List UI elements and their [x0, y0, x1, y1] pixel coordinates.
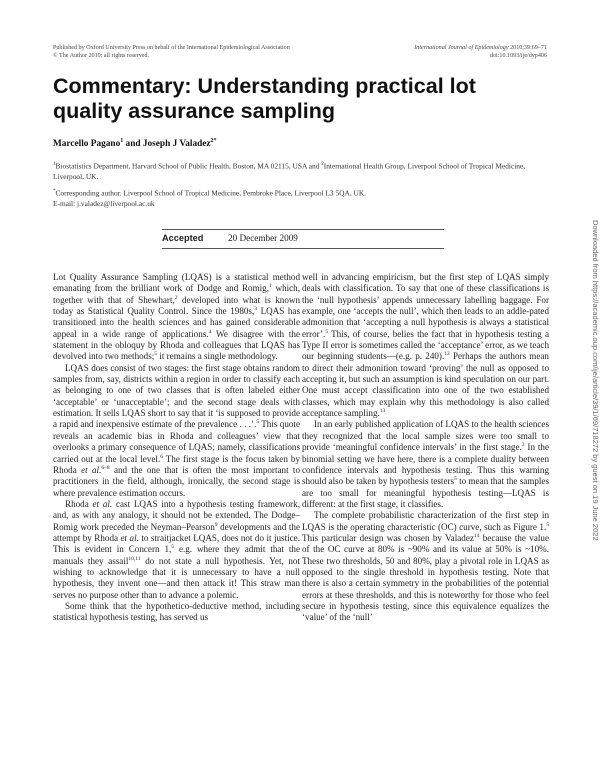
citation-ref[interactable]: 5	[325, 328, 329, 335]
article-title: Commentary: Understanding practical lot quality assurance sampling	[53, 74, 476, 123]
paragraph: Some think that the hypothetico-deductive method, including statistical hypothesis testing, has served us	[53, 600, 300, 623]
citation-ref[interactable]: 5	[454, 476, 457, 483]
paragraph: LQAS does consist of two stages: the first stage obtains random samples from, say, districts within a region in order to classify each as belonging to one of two classes that is often labeled either ‘acceptable’ or ‘unacceptable’; and the second stage deals with estimation. It sells LQAS short to say that it ‘is supposed to provide a rapid and inexpensive estimate of the prevalence . . .’.$^5$ This quote reveals an academic bias in Rhoda and colleagues’ view that overlooks a primary consequence of LQAS; namely, classifications carried out at the local level.$^6$ The first stage is the focus taken by Rhoda et al.$^{6-8}$ and the one that is often the most important to practitioners in the field, although, ironically, the second stage is where prevalence estimation occurs.	[53, 362, 301, 498]
citation-ref[interactable]: 1	[269, 283, 272, 290]
affiliation-text: International Health Group, Liverpool School of Tropical Medicine, Liverpool, UK.	[53, 161, 526, 181]
citation-ref[interactable]: 5	[171, 544, 175, 551]
corresponding-address: Corresponding author. Liverpool School of Tropical Medicine, Pembroke Place, Liverpool L3 5QA, UK.	[55, 188, 367, 198]
download-watermark: Downloaded from https://academic.oup.com/ije/article/39/1/69/718272 by guest on 19 June 2022	[591, 220, 600, 541]
citation-ref[interactable]: 2	[174, 294, 178, 301]
author-affiliation-mark: 2*	[210, 138, 217, 144]
accepted-label: Accepted	[162, 233, 204, 243]
citation-ref[interactable]: 5	[546, 521, 549, 528]
citation-ref[interactable]: 9	[214, 521, 218, 528]
citation-ref[interactable]: 6–8	[101, 464, 110, 471]
citation: 2010;39:69–71	[510, 45, 547, 51]
body-column-left	[53, 272, 300, 624]
body-column-right	[302, 272, 549, 624]
affiliations	[53, 160, 550, 182]
paragraph: Rhoda et al. cast LQAS into a hypothesis testing framework, and, as with any analogy, it should not be extended. The Dodge–Romig work preceded the Neyman–Pearson$^9$ developments and the attempt by Rhoda et al. to straitjacket LQAS, does not do it justice. This is evident in Concern 1,$^5$ e.g. where they admit that the manuals they assail$^{10,11}$ do not state a null hypothesis. Yet, not wishing to acknowledge that it is unnecessary to have a null hypothesis, they invent one—and then attack it! This straw man serves no purpose other than to advance a polemic.	[53, 498, 301, 600]
paragraph: The complete probabilistic characterization of the first step in LQAS is the operating characteristic (OC) curve, such as Figure 1.$^5$ This particular design was chosen by Valadez$^{14}$ because the value of the OC curve at 80% is ~90% and its value at 50% is ~10%. These two thresholds, 50 and 80%, play a pivotal role in LQAS as opposed to the single threshold in hypothesis testing. Note that there is also a certain symmetry in the probabilities of the potential errors at these thresholds, and this is noteworthy for those who feel secure in hypothesis testing, since this equivalence equalizes the ‘value’ of the ‘null’	[302, 510, 549, 623]
corresponding-mark: *	[53, 189, 56, 194]
journal-name[interactable]: International Journal of Epidemiology	[414, 45, 509, 51]
citation-ref[interactable]: 14	[473, 532, 480, 539]
paragraph: In an early published application of LQAS to the health sciences they recognized that the local sample sizes were too small to provide ‘meaningful confidence intervals’ in the first stage.$^3$ In the binomial setting we have here, there is a complete duality between confidence intervals and hypothesis testing. Thus this warning should also be taken by hypothesis testers$^5$ to mean that the samples are too small for meaningful hypothesis testing—LQAS is different: at the first stage, it classifies.	[302, 419, 549, 509]
accepted-date: 20 December 2009	[228, 233, 298, 243]
affiliation-text: Biostatistics Department, Harvard School of Public Health, Boston, MA 02115, USA and	[55, 161, 322, 171]
paragraph: well in advancing empiricism, but the first step of LQAS simply deals with classification. To say that one of these classifications is the ‘null hypothesis’ appends unnecessary labelling baggage. For example, one ‘accepts the null’, which then leads to an addle-pated admonition that ‘accepting a null hypothesis is always a statistical error’.$^5$ This, of course, belies the fact that in hypothesis testing a Type II error is sometimes called the ‘acceptance’ error, as we teach our beginning students—(e.g. p. 240).$^{12}$ Perhaps the authors mean to direct their admonition toward ‘proving’ the null as opposed to accepting it, but such an assumption is kind speculation on our part. One must accept classification into one of the two established classes, which may explain why this methodology is also called acceptance sampling.$^{13}$	[302, 272, 549, 419]
paragraph: Lot Quality Assurance Sampling (LQAS) is a statistical method emanating from the brilliant work of Dodge and Romig,$^1$ which, together with that of Shewhart,$^2$ developed into what is known today as Statistical Quality Control. Since the 1980s,$^3$ LQAS has transitioned into the health sciences and has gained considerable appeal in a wide range of applications.$^4$ We disagree with the statement in the obloquy by Rhoda and colleagues that LQAS has devolved into two methods;$^5$ it remains a single methodology.	[53, 272, 300, 362]
citation-ref[interactable]: 5	[256, 419, 260, 426]
citation-ref[interactable]: 10,11	[128, 555, 141, 562]
doi[interactable]: doi:10.1093/ije/dyp406	[489, 53, 547, 60]
affiliation-mark: 1	[53, 162, 56, 167]
author-list	[53, 138, 217, 149]
citation-ref[interactable]: 13	[379, 408, 386, 415]
citation-ref[interactable]: 3	[521, 442, 525, 449]
citation-ref[interactable]: 6	[160, 453, 163, 460]
author-affiliation-mark: 1	[120, 138, 124, 144]
journal-citation	[414, 44, 547, 60]
citation-ref[interactable]: 3	[254, 306, 257, 312]
publisher-line: Published by Oxford University Press on behalf of the International Epidemiological Association	[53, 45, 290, 51]
citation-ref[interactable]: 4	[208, 328, 212, 335]
affiliation-mark: 2	[321, 162, 324, 167]
copyright-line: © The Author 2010; all rights reserved.	[53, 53, 150, 60]
author-pagano[interactable]: Marcello Pagano	[53, 139, 121, 150]
corresponding-email[interactable]: E-mail: j.valadez@liverpool.ac.uk	[53, 198, 155, 208]
corresponding-author	[53, 187, 550, 209]
accepted-banner	[162, 229, 444, 249]
author-conjunction: and	[123, 139, 143, 150]
citation-ref[interactable]: 12	[444, 351, 450, 358]
citation-ref[interactable]: 5	[154, 351, 158, 358]
journal-publisher-note	[53, 44, 290, 60]
author-valadez[interactable]: Joseph J Valadez	[142, 139, 211, 150]
